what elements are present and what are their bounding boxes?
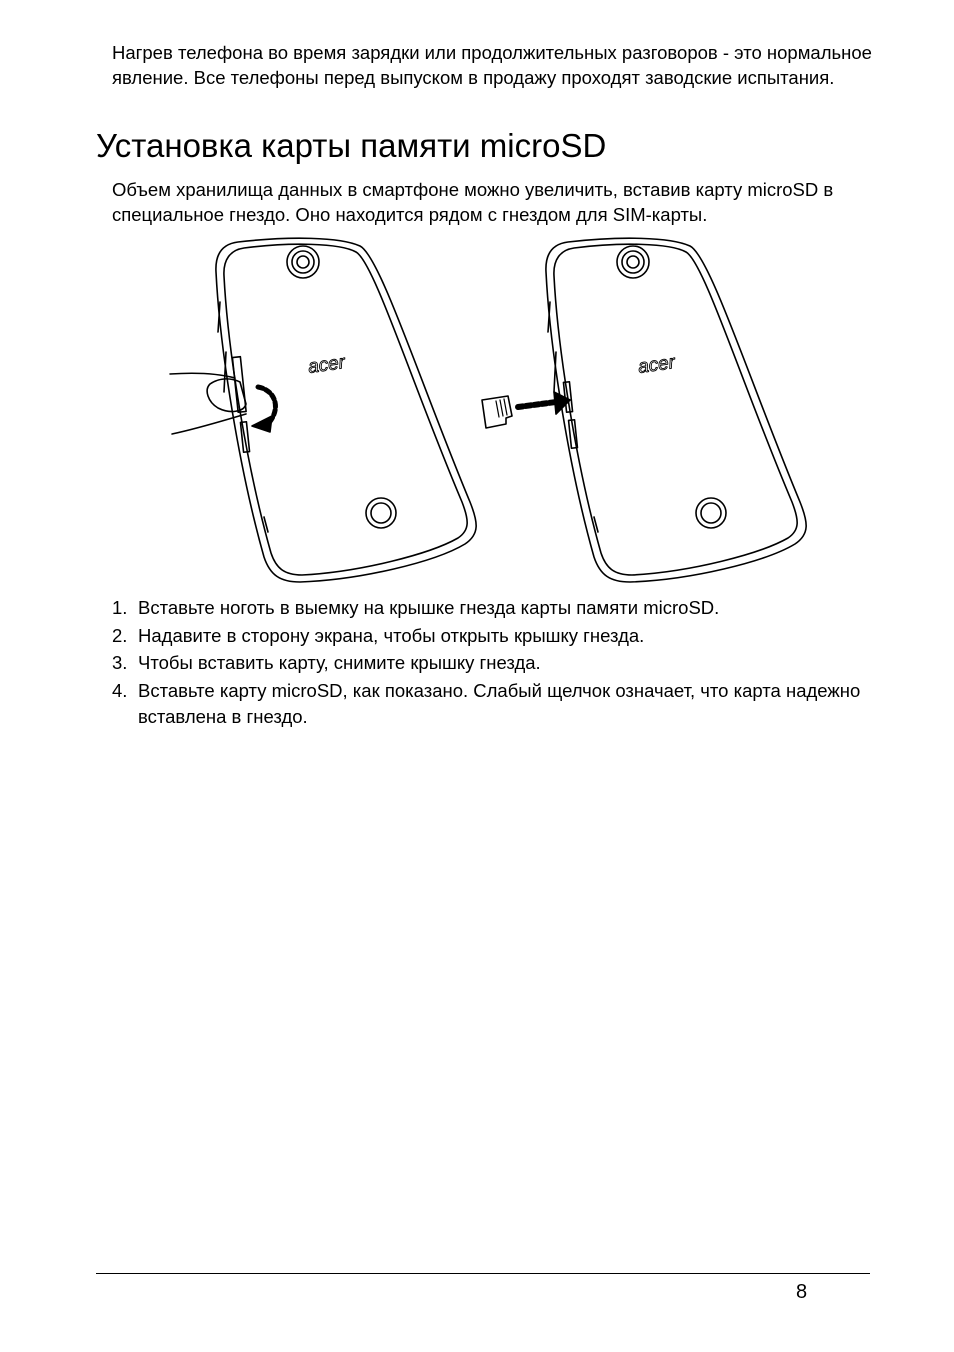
step-text: Вставьте ноготь в выемку на крышке гнезда карты памяти microSD. <box>138 597 720 618</box>
step-text: Чтобы вставить карту, снимите крышку гнезда. <box>138 652 541 673</box>
step-item <box>112 623 872 649</box>
step-item <box>112 650 872 676</box>
section-heading: Установка карты памяти microSD <box>96 127 607 164</box>
microsd-installation-figure <box>160 232 810 587</box>
step-text: Вставьте карту microSD, как показано. Слабый щелчок означает, что карта надежно вставлена в гнездо. <box>138 679 861 727</box>
page-number: 8 <box>796 1281 808 1303</box>
step-number: 2. <box>112 624 128 646</box>
left-phone-logo: acer <box>306 352 347 378</box>
right-phone-illustration <box>482 238 806 582</box>
step-number: 1. <box>112 597 128 618</box>
steps-list <box>112 595 872 731</box>
step-item <box>112 595 872 621</box>
footer-divider <box>96 1273 870 1274</box>
intro-paragraph: Нагрев телефона во время зарядки или продолжительных разговоров - это нормальное явление. Все телефоны перед выпуском в продажу проходят заводские испытания. <box>112 42 872 88</box>
step-number: 4. <box>112 679 128 701</box>
left-phone-illustration <box>170 238 476 582</box>
step-text: Надавите в сторону экрана, чтобы открыть крышку гнезда. <box>138 624 645 646</box>
right-phone-logo: acer <box>636 352 677 378</box>
description-paragraph: Объем хранилища данных в смартфоне можно увеличить, вставив карту microSD в специальное гнездо. Оно находится рядом с гнездом для SIM-карты. <box>112 179 834 225</box>
step-number: 3. <box>112 652 128 673</box>
step-item <box>112 678 872 730</box>
microsd-card-illustration <box>482 396 512 428</box>
